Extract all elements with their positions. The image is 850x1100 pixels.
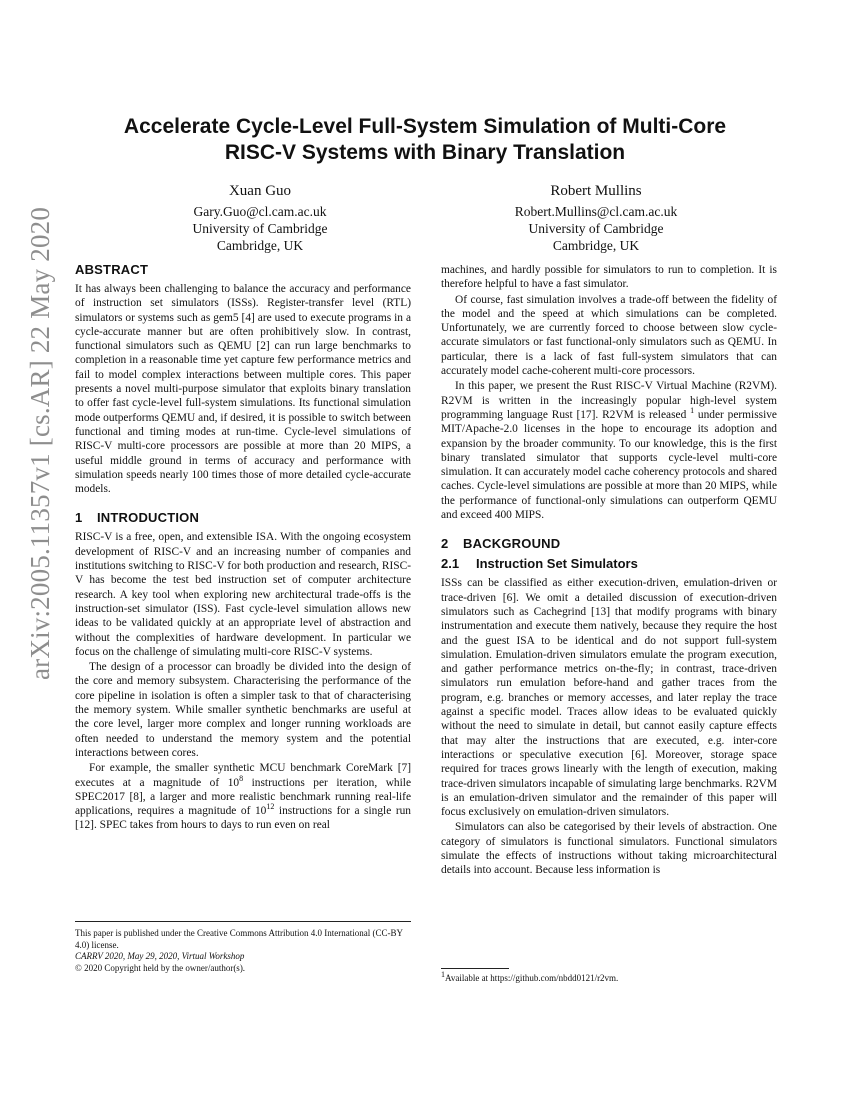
left-column xyxy=(75,262,411,833)
subsection-title: Instruction Set Simulators xyxy=(476,556,638,572)
background-paragraph-2: Simulators can also be categorised by their levels of abstraction. One category of simulators is functional simulators. Functional simulators simulate the effects of instructions without taking microarchitectural details into account. Because less information is xyxy=(441,821,777,877)
abstract-heading: ABSTRACT xyxy=(75,262,149,277)
intro-paragraph-5: Of course, fast simulation involves a trade-off between the fidelity of the model and the speed at which simulations can be completed. Unfortunately, we are currently forced to choose between slow cycle-accurate simulators or fast functional-only simulators such as QEMU. In particular, there is a lack of fast full-system simulators that can accurately model cache-coherent multi-core processors. xyxy=(441,293,777,378)
author-block-1 xyxy=(130,182,390,254)
title-line-1: Accelerate Cycle-Level Full-System Simulation of Multi-Core xyxy=(123,115,727,138)
subsection-heading xyxy=(441,556,777,572)
abstract-text: It has always been challenging to balance the accuracy and performance of instruction set simulators (ISSs). Register-transfer level (RTL) simulators or systems such as gem5 [4] are used to execute programs in a cycle-accurate manner but are often prohibitively slow. In contrast, functional simulators such as QEMU [2] can run large benchmarks to completion in a reasonable time yet capture few performance metrics and fail to model complex interactions between multiple cores. This paper presents a novel multi-purpose simulator that exploits binary translation to offer fast cycle-level full-system simulations. Its functional simulation mode outperforms QEMU and, if desired, it is possible to switch between functional and timing modes at run-time. Cycle-level simulations of RISC-V multi-core processors are possible at more than 20 MIPS, a useful middle ground in terms of accuracy and performance with simulation speeds nearly 100 times those of more detailed cycle-accurate models. xyxy=(75,283,411,496)
license-notice: This paper is published under the Creative Commons Attribution 4.0 International (CC-BY 4.0) license. xyxy=(75,928,403,950)
divider xyxy=(441,968,509,969)
background-paragraph-1: ISSs can be classified as either execution-driven, emulation-driven or trace-driven [6]. We omit a detailed discussion of execution-driven simulators such as Cachegrind [13] that modify programs with binary instrumentation and execute them natively, because they require the host and the guest ISA to be identical and do not support full-system simulation. Emulation-driven simulators emulate the program execution, and gather performance metrics on-the-fly; in contrast, trace-driven simulators run emulation before-hand and gather traces from the program, e.g. branches or memory accesses, and later replay the trace against a specific model. Traces allow ideas to be evaluated quickly without the need to simulate in detail, but cannot easily capture effects that may alter the instructions that are executed, e.g. inter-core interactions or speculative execution [6]. Moreover, storage space required for traces grows linearly with the length of execution, making trace-driven simulators incapable of simulating large benchmarks. R2VM is an emulation-driven simulator and the remainder of this paper will focus exclusively on emulation-driven simulators. xyxy=(441,577,777,819)
author-email[interactable]: Robert.Mullins@cl.cam.ac.uk xyxy=(514,204,678,219)
intro-paragraph-1: RISC-V is a free, open, and extensible ISA. With the ongoing ecosystem development of RISC-V and an increasing number of companies and institutions switching to RISC-V for both production and research, RISC-V has become the test bed instruction set of computer architecture research. A key tool when exploring new architectural trade-offs is the instruction-set simulator (ISS). Fast cycle-level simulation allows new ideas to be validated quickly at an appropriate level of abstraction and without the complexities of hardware development. In particular we focus on the challenge of simulating multi-core RISC-V systems. xyxy=(75,531,411,658)
exponent: 12 xyxy=(266,802,275,812)
author-email[interactable]: Gary.Guo@cl.cam.ac.uk xyxy=(193,204,327,219)
exponent: 8 xyxy=(239,773,244,783)
introduction-heading xyxy=(75,510,411,526)
footnote-number: 1 xyxy=(441,970,445,979)
section-title: BACKGROUND xyxy=(463,536,561,552)
subsection-number: 2.1 xyxy=(441,556,460,572)
intro-paragraph-4: machines, and hardly possible for simulators to run to completion. It is therefore helpful to have a fast simulator. xyxy=(441,264,777,291)
author-block-2 xyxy=(466,182,726,254)
background-heading xyxy=(441,536,777,552)
footnote-text[interactable]: Available at https://github.com/nbdd0121/r2vm. xyxy=(445,973,619,983)
copyright-notice: © 2020 Copyright held by the owner/author(s). xyxy=(75,962,246,973)
section-number: 2 xyxy=(441,536,449,552)
footnote xyxy=(441,968,777,984)
section-title: INTRODUCTION xyxy=(97,510,200,526)
section-number: 1 xyxy=(75,510,83,526)
author-affiliation: University of Cambridge xyxy=(192,221,328,236)
paper-title xyxy=(60,114,790,166)
author-name: Robert Mullins xyxy=(550,183,642,199)
footnote-marker[interactable]: 1 xyxy=(690,406,695,416)
author-name: Xuan Guo xyxy=(228,183,292,199)
intro-paragraph-6: In this paper, we present the Rust RISC-V Virtual Machine (R2VM). R2VM is written in the increasingly popular high-level system programming language Rust [17]. R2VM is released $^1$ under permissive MIT/Apache-2.0 licenses in the hope to encourage its adoption and expansion by the broader community. To our knowledge, this is the first binary translated simulator that supports cycle-level multi-core simulation. It can accurately model cache coherency protocols and shared caches. Cycle-level simulations are possible at more than 20 MIPS, while the performance of functional-only simulations can outperform QEMU and exceed 400 MIPS. xyxy=(441,380,777,522)
right-column xyxy=(441,263,777,878)
title-line-2: RISC-V Systems with Binary Translation xyxy=(224,141,626,164)
intro-paragraph-2: The design of a processor can broadly be divided into the design of the core and memory subsystem. Characterising the performance of the core pipeline in isolation is often a simpler task to that of characterising the memory system. While smaller synthetic benchmarks are useful at the core level, larger more complex and longer running workloads are often needed to understand the memory system and the potential interactions between cores. xyxy=(75,661,411,759)
author-location: Cambridge, UK xyxy=(552,238,640,253)
intro-paragraph-3: For example, the smaller synthetic MCU benchmark CoreMark [7] executes at a magnitude of $10^8$ instructions per iteration, while SPEC2017 [8], a larger and more realistic benchmark running real-life applications, requires a magnitude of $10^{12}$ instructions for a single run [12]. SPEC takes from hours to days to run even on real xyxy=(75,762,412,832)
divider xyxy=(75,921,411,922)
author-affiliation: University of Cambridge xyxy=(528,221,664,236)
venue: CARRV 2020, May 29, 2020, Virtual Workshop xyxy=(75,951,245,961)
copyright-block xyxy=(75,921,411,974)
author-location: Cambridge, UK xyxy=(216,238,304,253)
arxiv-identifier: arXiv:2005.11357v1 [cs.AR] 22 May 2020 xyxy=(25,206,55,680)
